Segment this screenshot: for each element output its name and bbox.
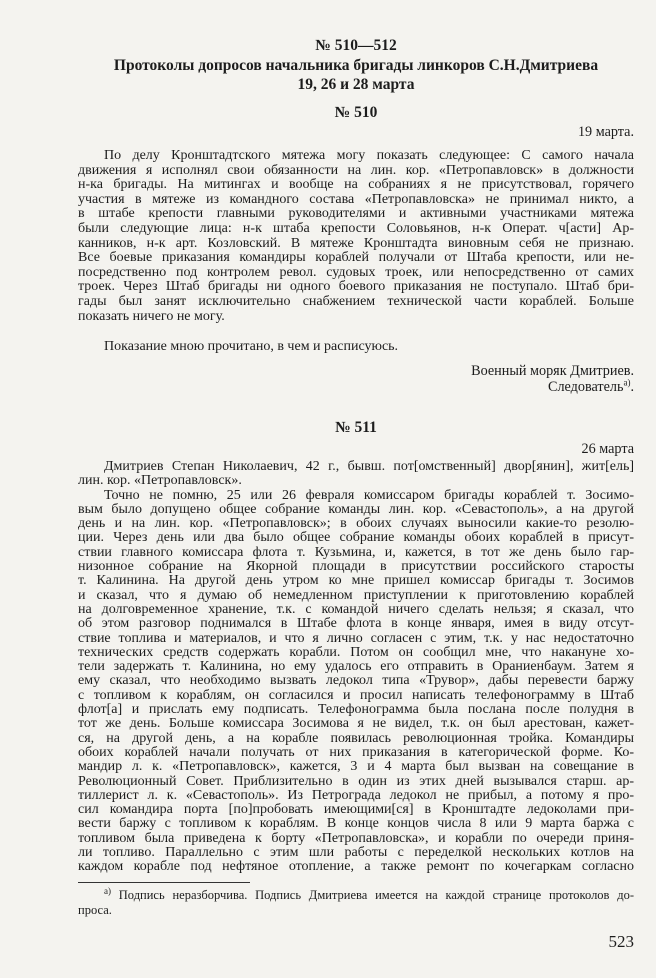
text-line: ствие топлива и материалов, и что я лично согласен с этим, т.к. у нас недостаточно: [78, 630, 634, 646]
text-line: посредственно под контролем револ. судовых троек, или непосредственно от самих: [78, 264, 634, 280]
text-line: лин. кор. «Петропавловск».: [78, 473, 242, 489]
text-line: Точно не помню, 25 или 26 февраля комиссаром бригады кораблей т. Зосимо-: [104, 487, 634, 503]
document-dates: 19, 26 и 28 марта: [297, 76, 415, 93]
text-line: технических средств содержать корабли. Потом он сообщил мне, что накануне хо-: [78, 644, 634, 660]
text-line: показать ничего не могу.: [78, 308, 225, 324]
text-line: ции. Через день или два было общее собрание команды обоих кораблей в присут-: [78, 530, 634, 546]
text-line: в штабе крепости главными руководителями и активными участниками мятежа: [78, 206, 634, 222]
text-line: троек. Через Штаб бригады ни одного боевого приказания не поступало. Штаб бри-: [78, 279, 634, 295]
text-line: тот же день. Больше комиссара Зосимова я не видел, т.к. он был арестован, кажет-: [78, 716, 634, 732]
text-line: вести баржу с топливом к кораблям. В конце концов числа 8 или 9 марта баржа с: [78, 816, 634, 832]
text-line: ся, на другой день, а на корабле появилась революционная тройка. Командиры: [78, 730, 634, 746]
doc-510-number: № 510: [334, 104, 378, 121]
footnote-divider: [78, 882, 250, 883]
text-line: ствии главного комиссара флота т. Кузьмина, и, кажется, в тот же день было гар-: [78, 544, 634, 560]
doc-511-number: № 511: [335, 419, 377, 436]
text-line: Революционный Совет. Приблизительно в один из этих дней вызывался старш. ар-: [78, 773, 634, 789]
text-line: По делу Кронштадтского мятежа могу показать следующее: С самого начала: [104, 148, 634, 163]
doc-511-date: 26 марта: [581, 441, 634, 457]
text-line: с топливом к кораблям, он согласился и просил написать телефонограмму в Штаб: [78, 687, 634, 703]
text-line: гады был занят исключительно снабжением технической части кораблей. Больше: [78, 293, 634, 309]
text-line: вым было допущено общее собрание команды лин. кор. «Севастополь», а на другой: [78, 501, 634, 517]
document-title: Протоколы допросов начальника бригады линкоров С.Н.Дмитриева: [113, 57, 599, 74]
text-line: обоих кораблей начали получать от них приказания в категорической форме. Ко-: [78, 744, 634, 760]
page-number: 523: [608, 932, 634, 951]
footnote-marker: а): [104, 885, 111, 896]
doc-510-statement: [78, 340, 634, 355]
signature: Военный моряк Дмитриев.: [471, 363, 634, 379]
footnote-text: Подпись неразборчива. Подпись Дмитриева имеется на каждой странице протоколов до-: [118, 888, 634, 902]
text-line: сил командира порта [по]пробовать имеющими[ся] в Кронштадте ледоколами при-: [78, 802, 634, 818]
text-line: ему сказал, что необходимо вызвать ледокол типа «Трувор», дабы перевести баржу: [78, 673, 634, 689]
text-line: движения я исполнял свои обязанности на лин. кор. «Петропавловск» в должности: [78, 162, 634, 178]
text-line: канников, н-к арт. Козловский. В мятеже Кронштадта виновным себя не признаю.: [78, 235, 634, 251]
text-line: тели задержать т. Калинина, но ему удалось его отправить в Ораниенбаум. Затем я: [78, 659, 634, 675]
doc-range-heading: № 510—512: [315, 37, 397, 54]
text-line: т. Калинина. На другой день утром ко мне пришел комиссар бригады т. Зосимов: [78, 573, 634, 589]
doc-510-body: [78, 149, 634, 324]
investigator: [78, 377, 634, 395]
text-line: были следующие лица: н-к штаба крепости Соловьянов, н-к Операт. ч[асти] Ар-: [78, 220, 634, 236]
text-line: на долговременное хранение, т.к. с командой ничего сделать нельзя; я сказал, что: [78, 601, 634, 617]
investigator-label: Следователь: [547, 379, 624, 395]
doc-510-date: 19 марта.: [577, 124, 634, 140]
text-line: и сказал, что я думаю об немедленном приступлении к приготовлению кораблей: [78, 587, 634, 603]
text-line: н-ка бригады. На митингах и вообще на собраниях я не присутствовал, горячего: [78, 177, 634, 193]
text-line: топливом была приведена к борту «Петропавловска», и корабли по очереди приня-: [78, 830, 634, 846]
text-line: день и на лин. кор. «Петропавловск»; в обоих случаях выносили какие-то резолю-: [78, 516, 634, 532]
text-line: мандир л. к. «Петропавловск», кажется, 3 и 4 марта был вызван на совещание в: [78, 759, 634, 775]
text-line: участия в мятеже из командного состава «Петропавловска» не принимал никто, а: [78, 191, 634, 207]
text-line: ли топливо. Параллельно с этим шли работы с переделкой нескольких котлов на: [78, 845, 634, 861]
text-line: каждом корабле под нефтяное отопление, а также ремонт по кочегаркам согласно: [78, 859, 634, 875]
statement-line: Показание мною прочитано, в чем и расписуюсь.: [104, 339, 399, 354]
footnote-line: проса.: [78, 903, 112, 917]
doc-511-body: [78, 460, 634, 875]
footnote-line: [78, 885, 634, 903]
text-line: флот[а] и прислать ему подписать. Телефонограмма была послана после полудня в: [78, 702, 634, 718]
text-line: Все боевые приказания командиры кораблей получали от Штаба крепости, или не-: [78, 250, 634, 266]
text-line: тиллерист л. к. «Севастополь». Из Петрограда ледокол не прибыл, а потому я про-: [78, 787, 634, 803]
footnote-ref: а): [623, 377, 631, 388]
investigator-end: .: [630, 379, 634, 395]
footnote: [78, 885, 634, 918]
text-line: Дмитриев Степан Николаевич, 42 г., бывш. пот[омственный] двор[янин], жит[ель]: [104, 459, 634, 474]
text-line: об этом разговор поднимался в Штабе флота в конце января, имея в виду отсут-: [78, 616, 634, 632]
text-line: низонное собрание на Якорной площади в присутствии российского старосты: [78, 559, 634, 575]
